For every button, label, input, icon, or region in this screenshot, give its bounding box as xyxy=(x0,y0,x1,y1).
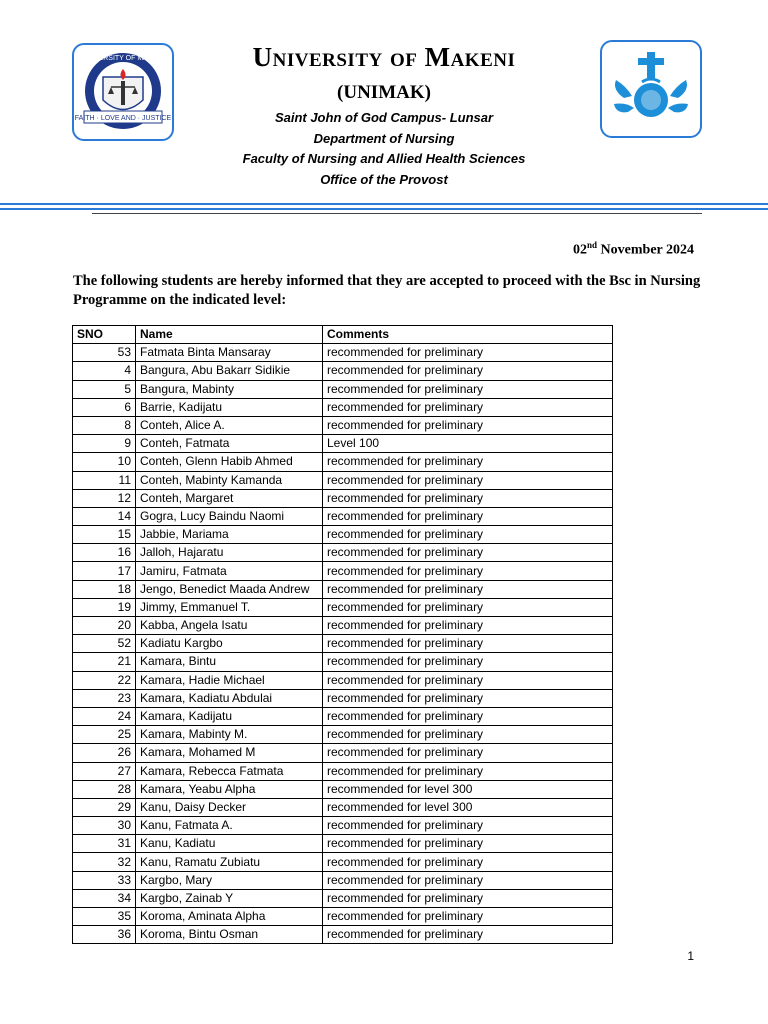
table-row xyxy=(73,817,613,835)
cell-sno: 20 xyxy=(73,617,136,635)
cell-comment: recommended for preliminary xyxy=(323,380,613,398)
table-row xyxy=(73,453,613,471)
letter-date: 02nd November 2024 xyxy=(573,240,694,258)
table-row xyxy=(73,416,613,434)
cell-comment: recommended for preliminary xyxy=(323,580,613,598)
table-row xyxy=(73,471,613,489)
cell-name: Kamara, Kadiatu Abdulai xyxy=(136,689,323,707)
cell-name: Jalloh, Hajaratu xyxy=(136,544,323,562)
cell-name: Barrie, Kadijatu xyxy=(136,398,323,416)
cell-name: Kanu, Daisy Decker xyxy=(136,798,323,816)
cell-comment: recommended for preliminary xyxy=(323,598,613,616)
cell-sno: 19 xyxy=(73,598,136,616)
table-body xyxy=(73,344,613,944)
cell-sno: 36 xyxy=(73,926,136,944)
table-row xyxy=(73,489,613,507)
cell-name: Kamara, Mohamed M xyxy=(136,744,323,762)
cell-name: Jimmy, Emmanuel T. xyxy=(136,598,323,616)
cell-comment: recommended for preliminary xyxy=(323,398,613,416)
cell-name: Conteh, Fatmata xyxy=(136,435,323,453)
cell-sno: 22 xyxy=(73,671,136,689)
svg-text:UNIVERSITY OF MAKENI: UNIVERSITY OF MAKENI xyxy=(81,55,165,62)
cell-sno: 29 xyxy=(73,798,136,816)
table-row xyxy=(73,562,613,580)
cell-comment: recommended for preliminary xyxy=(323,617,613,635)
cell-name: Kabba, Angela Isatu xyxy=(136,617,323,635)
cell-comment: recommended for preliminary xyxy=(323,835,613,853)
table-row xyxy=(73,526,613,544)
table-row xyxy=(73,780,613,798)
cell-comment: recommended for preliminary xyxy=(323,707,613,725)
cell-name: Kamara, Kadijatu xyxy=(136,707,323,725)
cell-sno: 11 xyxy=(73,471,136,489)
university-abbreviation: (UNIMAK) xyxy=(337,82,431,103)
table-row xyxy=(73,435,613,453)
cell-comment: recommended for preliminary xyxy=(323,526,613,544)
header-divider-top xyxy=(0,203,768,205)
cell-name: Jengo, Benedict Maada Andrew xyxy=(136,580,323,598)
cell-sno: 25 xyxy=(73,726,136,744)
cell-sno: 33 xyxy=(73,871,136,889)
cell-comment: recommended for preliminary xyxy=(323,544,613,562)
cell-comment: recommended for preliminary xyxy=(323,635,613,653)
cell-sno: 8 xyxy=(73,416,136,434)
cell-comment: recommended for preliminary xyxy=(323,762,613,780)
university-title: University of Makeni xyxy=(252,42,516,72)
cell-comment: recommended for preliminary xyxy=(323,653,613,671)
cell-sno: 6 xyxy=(73,398,136,416)
table-row xyxy=(73,798,613,816)
cell-sno: 34 xyxy=(73,889,136,907)
table-row xyxy=(73,507,613,525)
cell-comment: recommended for preliminary xyxy=(323,926,613,944)
cell-sno: 9 xyxy=(73,435,136,453)
table-row xyxy=(73,926,613,944)
cell-name: Conteh, Glenn Habib Ahmed xyxy=(136,453,323,471)
table-row xyxy=(73,653,613,671)
cell-comment: recommended for preliminary xyxy=(323,817,613,835)
cell-name: Conteh, Margaret xyxy=(136,489,323,507)
table-row xyxy=(73,380,613,398)
cell-sno: 18 xyxy=(73,580,136,598)
cell-comment: recommended for preliminary xyxy=(323,689,613,707)
campus-line: Saint John of God Campus- Lunsar xyxy=(274,110,494,125)
cell-sno: 52 xyxy=(73,635,136,653)
cell-sno: 10 xyxy=(73,453,136,471)
header-name: Name xyxy=(136,326,323,344)
table-row xyxy=(73,853,613,871)
header-divider-thin xyxy=(92,213,702,214)
cell-comment: recommended for level 300 xyxy=(323,798,613,816)
table-row xyxy=(73,835,613,853)
cell-name: Koroma, Bintu Osman xyxy=(136,926,323,944)
cell-sno: 27 xyxy=(73,762,136,780)
table-row xyxy=(73,544,613,562)
cell-sno: 5 xyxy=(73,380,136,398)
table-row xyxy=(73,617,613,635)
faculty-line: Faculty of Nursing and Allied Health Sciences xyxy=(242,151,526,166)
cell-name: Kamara, Mabinty M. xyxy=(136,726,323,744)
cell-comment: recommended for preliminary xyxy=(323,453,613,471)
cell-sno: 12 xyxy=(73,489,136,507)
cell-sno: 26 xyxy=(73,744,136,762)
cell-sno: 32 xyxy=(73,853,136,871)
table-row xyxy=(73,635,613,653)
page-number: 1 xyxy=(687,949,694,963)
cell-comment: recommended for preliminary xyxy=(323,871,613,889)
cell-comment: recommended for preliminary xyxy=(323,471,613,489)
cell-name: Koroma, Aminata Alpha xyxy=(136,908,323,926)
cell-comment: recommended for preliminary xyxy=(323,908,613,926)
office-line: Office of the Provost xyxy=(320,172,448,187)
cell-comment: recommended for preliminary xyxy=(323,489,613,507)
cell-name: Kanu, Ramatu Zubiatu xyxy=(136,853,323,871)
cell-comment: recommended for level 300 xyxy=(323,780,613,798)
cell-sno: 30 xyxy=(73,817,136,835)
cell-comment: recommended for preliminary xyxy=(323,889,613,907)
students-table xyxy=(72,325,613,944)
table-header-row xyxy=(73,326,613,344)
cell-sno: 24 xyxy=(73,707,136,725)
cell-sno: 28 xyxy=(73,780,136,798)
cell-name: Kargbo, Zainab Y xyxy=(136,889,323,907)
cell-sno: 35 xyxy=(73,908,136,926)
cell-comment: recommended for preliminary xyxy=(323,344,613,362)
table-row xyxy=(73,598,613,616)
header-divider-bottom xyxy=(0,208,768,210)
cell-comment: recommended for preliminary xyxy=(323,362,613,380)
cell-sno: 21 xyxy=(73,653,136,671)
cell-comment: recommended for preliminary xyxy=(323,671,613,689)
cell-comment: recommended for preliminary xyxy=(323,416,613,434)
table-row xyxy=(73,744,613,762)
table-row xyxy=(73,689,613,707)
cell-name: Kanu, Fatmata A. xyxy=(136,817,323,835)
cell-name: Gogra, Lucy Baindu Naomi xyxy=(136,507,323,525)
table-row xyxy=(73,726,613,744)
cell-name: Kargbo, Mary xyxy=(136,871,323,889)
cell-name: Jamiru, Fatmata xyxy=(136,562,323,580)
cell-name: Kamara, Rebecca Fatmata xyxy=(136,762,323,780)
cell-sno: 16 xyxy=(73,544,136,562)
cell-sno: 4 xyxy=(73,362,136,380)
cell-name: Bangura, Mabinty xyxy=(136,380,323,398)
cell-sno: 31 xyxy=(73,835,136,853)
cell-sno: 17 xyxy=(73,562,136,580)
table-row xyxy=(73,671,613,689)
cell-name: Kadiatu Kargbo xyxy=(136,635,323,653)
table-row xyxy=(73,707,613,725)
table-row xyxy=(73,908,613,926)
cell-comment: recommended for preliminary xyxy=(323,726,613,744)
department-line: Department of Nursing xyxy=(313,131,455,146)
cell-comment: recommended for preliminary xyxy=(323,853,613,871)
cell-sno: 15 xyxy=(73,526,136,544)
cell-sno: 23 xyxy=(73,689,136,707)
table-row xyxy=(73,362,613,380)
cell-name: Conteh, Alice A. xyxy=(136,416,323,434)
cell-name: Kanu, Kadiatu xyxy=(136,835,323,853)
table-row xyxy=(73,344,613,362)
cell-name: Bangura, Abu Bakarr Sidikie xyxy=(136,362,323,380)
cell-name: Fatmata Binta Mansaray xyxy=(136,344,323,362)
header-comments: Comments xyxy=(323,326,613,344)
cell-name: Conteh, Mabinty Kamanda xyxy=(136,471,323,489)
cell-name: Kamara, Yeabu Alpha xyxy=(136,780,323,798)
table-row xyxy=(73,580,613,598)
cell-name: Kamara, Bintu xyxy=(136,653,323,671)
cell-sno: 14 xyxy=(73,507,136,525)
table-row xyxy=(73,398,613,416)
table-row xyxy=(73,871,613,889)
cell-comment: Level 100 xyxy=(323,435,613,453)
cell-sno: 53 xyxy=(73,344,136,362)
intro-paragraph: The following students are hereby informed that they are accepted to proceed with the Bsc in Nursing Programme on the indicated level: xyxy=(73,273,701,308)
header-sno: SNO xyxy=(73,326,136,344)
cell-comment: recommended for preliminary xyxy=(323,507,613,525)
table-row xyxy=(73,889,613,907)
cell-name: Jabbie, Mariama xyxy=(136,526,323,544)
cell-comment: recommended for preliminary xyxy=(323,744,613,762)
svg-text:FAITH · LOVE AND · JUSTICE: FAITH · LOVE AND · JUSTICE xyxy=(74,115,172,122)
cell-name: Kamara, Hadie Michael xyxy=(136,671,323,689)
table-row xyxy=(73,762,613,780)
cell-comment: recommended for preliminary xyxy=(323,562,613,580)
